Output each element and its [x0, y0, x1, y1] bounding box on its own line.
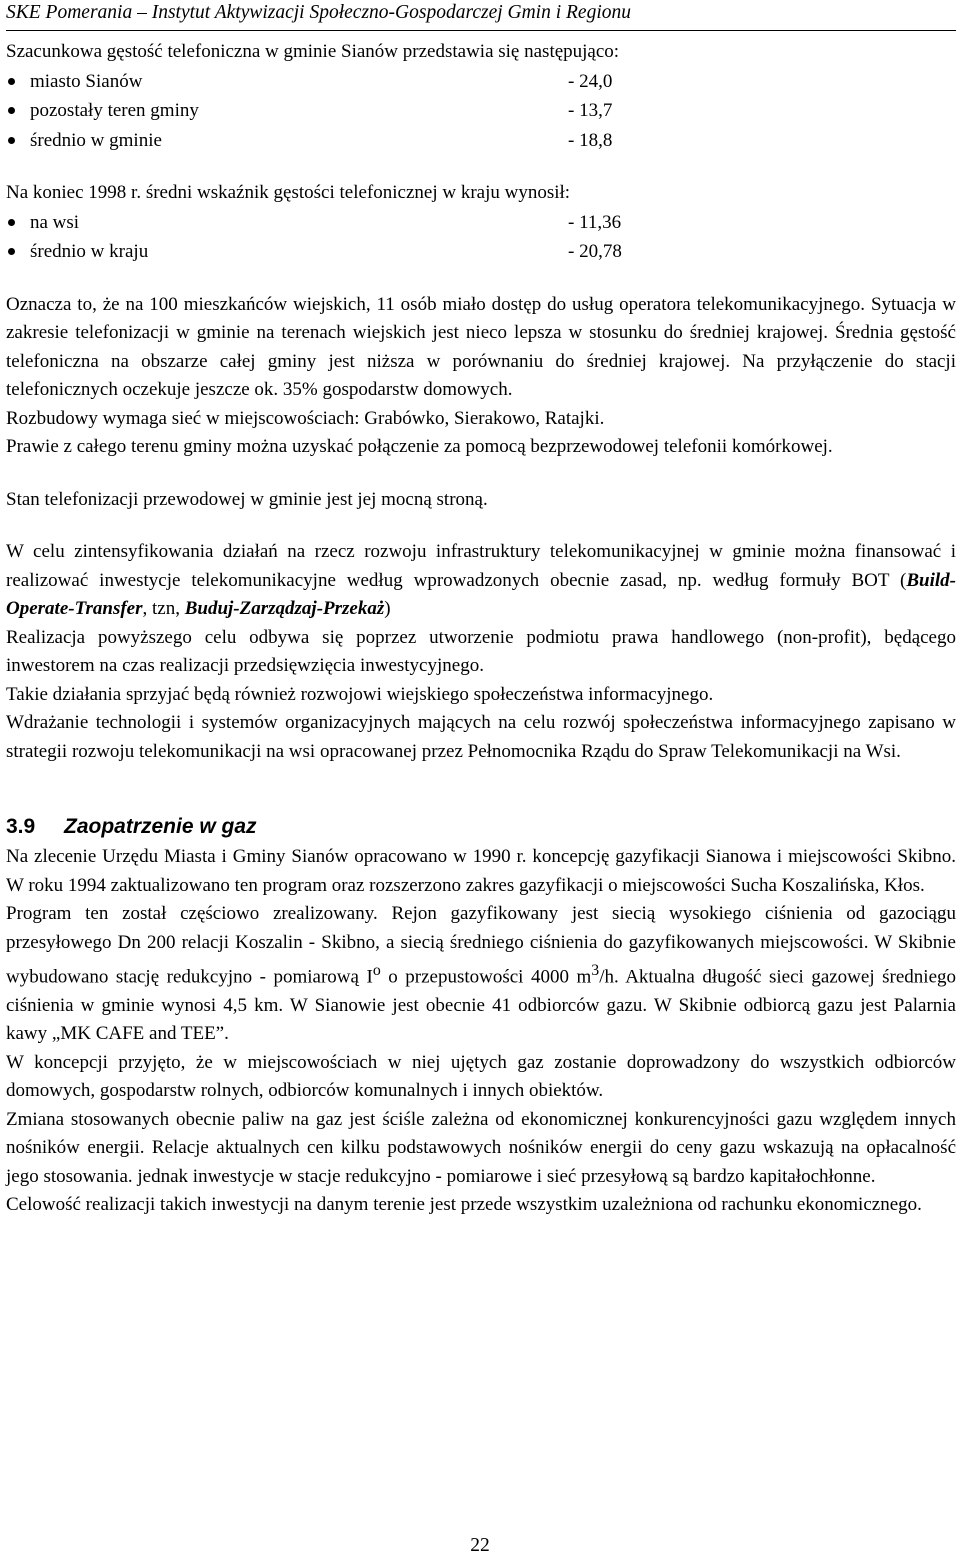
paragraph: Oznacza to, że na 100 mieszkańców wiejskich, 11 osób miało dostęp do usług operatora telekomunikacyjnego. Sytuacja w zakresie telefonizacji w gminie na terenach wiejskich jest nieco lepsza w stosunku do średniej krajowej. Średnia gęstość telefoniczna na obszarze całej gminy jest niższa w porównaniu do średniej krajowej. Na przyłączenie do stacji telefonicznych oczekuje jeszcze ok. 35% gospodarstw domowych.	[6, 293, 956, 400]
paragraph: Program ten został częściowo zrealizowany. Rejon gazyfikowany jest siecią wysokiego ciśnienia od gazociągu przesyłowego Dn 200 relacji Koszalin - Skibno, a siecią średniego ciśnienia do gazyfikowanych miejscowości. W Skibnie wybudowano stację redukcyjno - pomiarową $I^o$ o przepustowości 4000 $m^3/h$. Aktualna długość sieci gazowej średniego ciśnienia w gminie wynosi 4,5 km. W Sianowie jest obecnie 41 odbiorców gazu. W Skibnie odbiorcą gazu jest Palarnia kawy „MK CAFE and TEE”.	[6, 903, 956, 1045]
density-list	[6, 67, 956, 156]
page-header: SKE Pomerania – Instytut Aktywizacji Społeczno-Gospodarczej Gmin i Regionu	[6, 0, 956, 31]
page-content	[6, 38, 956, 1220]
list-item: na wsi - 11,36	[6, 208, 956, 238]
bot-polish: Buduj-Zarządzaj-Przekaż	[184, 598, 385, 619]
national-list	[6, 208, 956, 267]
section-number: 3.9	[6, 815, 36, 838]
list-item: średnio w gminie - 18,8	[6, 126, 956, 156]
paragraph: W koncepcji przyjęto, że w miejscowościach w niej ujętych gaz zostanie doprowadzony do wszystkich odbiorców domowych, gospodarstw rolnych, odbiorców komunalnych i innych obiektów.	[6, 1051, 956, 1102]
paragraph: Na zlecenie Urzędu Miasta i Gminy Sianów opracowano w 1990 r. koncepcję gazyfikacji Sianowa i miejscowości Skibno. W roku 1994 zaktualizowano ten program oraz rozszerzono zakres gazyfikacji o miejscowości Sucha Koszalińska, Kłos.	[6, 846, 956, 896]
paragraph: Prawie z całego terenu gminy można uzyskać połączenie za pomocą bezprzewodowej telefonii komórkowej.	[6, 436, 833, 457]
list-item: miasto Sianów - 24,0	[6, 67, 956, 97]
paragraph: Stan telefonizacji przewodowej w gminie jest jej mocną stroną.	[6, 488, 488, 510]
paragraph: Wdrażanie technologii i systemów organizacyjnych mających na celu rozwój społeczeństwa informacyjnego zapisano w strategii rozwoju telekomunikacji na wsi opracowanej przez Pełnomocnika Rządu do Spraw Telekomunikacji na Wsi.	[6, 712, 956, 762]
national-intro: Na koniec 1998 r. średni wskaźnik gęstości telefonicznej w kraju wynosił:	[6, 182, 571, 203]
bot-english: Build-Operate-Transfer	[6, 569, 956, 619]
density-intro: Szacunkowa gęstość telefoniczna w gminie Sianów przedstawia się następująco:	[6, 41, 620, 62]
paragraph: Rozbudowy wymaga sieć w miejscowościach: Grabówko, Sierakowo, Ratajki.	[6, 407, 605, 429]
list-item: średnio w kraju - 20,78	[6, 237, 956, 267]
paragraph: Takie działania sprzyjać będą również rozwojowi wiejskiego społeczeństwa informacyjnego.	[6, 683, 714, 705]
page-number: 22	[470, 1535, 490, 1556]
paragraph-bot: W celu zintensyfikowania działań na rzecz rozwoju infrastruktury telekomunikacyjnej w gminie można finansować i realizować inwestycje telekomunikacyjne według wprowadzonych obecnie zasad, np. według formuły BOT (Build-Operate-Transfer, tzn, Buduj-Zarządzaj-Przekaż)	[6, 541, 956, 619]
section-heading	[6, 811, 956, 843]
paragraph: Realizacja powyższego celu odbywa się poprzez utworzenie podmiotu prawa handlowego (non-profit), będącego inwestorem na czas realizacji przedsięwzięcia inwestycyjnego.	[6, 626, 956, 676]
section-title: Zaopatrzenie w gaz	[64, 815, 257, 838]
list-item: pozostały teren gminy - 13,7	[6, 96, 956, 126]
paragraph: Zmiana stosowanych obecnie paliw na gaz jest ściśle zależna od ekonomicznej konkurencyjności gazu względem innych nośników energii. Relacje aktualnych cen kilku podstawowych nośników energii do ceny gazu wskazują na opłacalność jego stosowania. jednak inwestycje w stacje redukcyjno - pomiarowe i sieć przesyłową są bardzo kapitałochłonne.	[6, 1108, 956, 1187]
paragraph: Celowość realizacji takich inwestycji na danym terenie jest przede wszystkim uzależniona od rachunku ekonomicznego.	[6, 1194, 922, 1216]
